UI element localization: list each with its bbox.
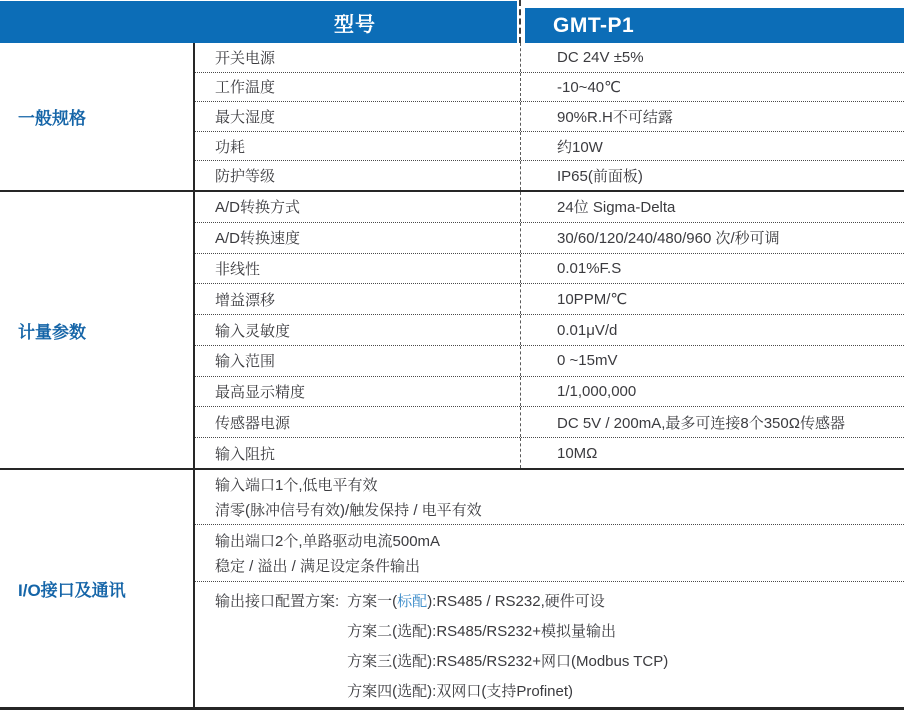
category-label-measurement: 计量参数 bbox=[18, 322, 86, 342]
spec-row bbox=[195, 377, 904, 408]
io-config-group bbox=[195, 582, 904, 707]
param-cell: 开关电源 bbox=[215, 49, 276, 67]
value-cell: 约10W bbox=[520, 132, 904, 161]
param-cell: 传感器电源 bbox=[215, 414, 291, 432]
param-cell: 最高显示精度 bbox=[215, 384, 306, 402]
io-config-schemes bbox=[347, 587, 668, 707]
value-cell: 10PPM/℃ bbox=[520, 284, 904, 314]
value-cell: 0.01μV/d bbox=[520, 315, 904, 345]
category-cell bbox=[0, 43, 193, 190]
spec-row bbox=[195, 346, 904, 377]
rows-general bbox=[193, 43, 904, 190]
table-body bbox=[0, 43, 904, 710]
scheme-line-4 bbox=[347, 677, 668, 707]
spec-row bbox=[195, 284, 904, 315]
value-cell: IP65(前面板) bbox=[520, 161, 904, 190]
spec-row bbox=[195, 192, 904, 223]
scheme-text: 方案二(选配):RS485/RS232+模拟量输出 bbox=[347, 623, 616, 640]
spec-row bbox=[195, 161, 904, 190]
param-cell: 输入阻抗 bbox=[215, 445, 276, 463]
value-cell: 10MΩ bbox=[520, 438, 904, 468]
scheme-highlight: 标配 bbox=[397, 593, 428, 610]
io-line: 清零(脉冲信号有效)/触发保持 / 电平有效 bbox=[215, 502, 482, 520]
io-config-prefix: 输出接口配置方案: bbox=[215, 593, 340, 610]
io-line: 稳定 / 溢出 / 满足设定条件输出 bbox=[215, 558, 421, 576]
model-label: 型号 bbox=[334, 13, 376, 36]
spec-row bbox=[195, 223, 904, 254]
param-cell: A/D转换速度 bbox=[215, 230, 301, 248]
scheme-text: 方案一( bbox=[347, 593, 398, 610]
value-cell: 0.01%F.S bbox=[520, 254, 904, 284]
param-cell: 防护等级 bbox=[215, 168, 276, 186]
model-value: GMT-P1 bbox=[553, 13, 635, 37]
io-line: 输出端口2个,单路驱动电流500mA bbox=[215, 532, 441, 550]
value-cell: -10~40℃ bbox=[520, 73, 904, 102]
category-cell bbox=[0, 192, 193, 468]
category-label-general: 一般规格 bbox=[18, 109, 86, 128]
value-cell: 0 ~15mV bbox=[520, 346, 904, 376]
io-input-group bbox=[195, 470, 904, 525]
scheme-line-1 bbox=[347, 587, 668, 617]
rows-measurement bbox=[193, 192, 904, 468]
value-cell: 30/60/120/240/480/960 次/秒可调 bbox=[520, 223, 904, 253]
value-cell: DC 24V ±5% bbox=[520, 43, 904, 72]
spec-row bbox=[195, 254, 904, 285]
scheme-line-3 bbox=[347, 647, 668, 677]
scheme-text: 方案三(选配):RS485/RS232+网口(Modbus TCP) bbox=[347, 653, 669, 670]
param-cell: 增益漂移 bbox=[215, 291, 276, 309]
param-cell: 功耗 bbox=[215, 138, 246, 156]
value-cell: 24位 Sigma-Delta bbox=[520, 192, 904, 222]
scheme-text: ):RS485 / RS232,硬件可设 bbox=[427, 593, 605, 610]
param-cell: A/D转换方式 bbox=[215, 199, 301, 217]
category-cell bbox=[0, 470, 193, 707]
spec-row bbox=[195, 315, 904, 346]
section-io-comm bbox=[0, 470, 904, 710]
param-cell: 最大湿度 bbox=[215, 108, 276, 126]
spec-row bbox=[195, 132, 904, 162]
scheme-text: 方案四(选配):双网口(支持Profinet) bbox=[347, 683, 574, 700]
spec-row bbox=[195, 73, 904, 103]
section-measurement-params bbox=[0, 192, 904, 470]
category-label-io: I/O接口及通讯 bbox=[18, 581, 126, 600]
header-model-cell bbox=[0, 1, 517, 43]
param-cell: 输入灵敏度 bbox=[215, 322, 291, 340]
value-cell: 90%R.H不可结露 bbox=[520, 102, 904, 131]
spec-row bbox=[195, 438, 904, 468]
spec-row bbox=[195, 102, 904, 132]
scheme-line-2 bbox=[347, 617, 668, 647]
value-cell: 1/1,000,000 bbox=[520, 377, 904, 407]
param-cell: 工作温度 bbox=[215, 79, 276, 97]
param-cell: 非线性 bbox=[215, 260, 261, 278]
spec-row bbox=[195, 407, 904, 438]
io-output-group bbox=[195, 525, 904, 582]
section-general-specs bbox=[0, 43, 904, 192]
io-line: 输入端口1个,低电平有效 bbox=[215, 477, 378, 495]
value-cell: DC 5V / 200mA,最多可连接8个350Ω传感器 bbox=[520, 407, 904, 437]
rows-io bbox=[193, 470, 904, 707]
spec-row bbox=[195, 43, 904, 73]
header-column-divider bbox=[519, 0, 521, 43]
param-cell: 输入范围 bbox=[215, 353, 276, 371]
header-model-value-cell bbox=[525, 8, 904, 43]
